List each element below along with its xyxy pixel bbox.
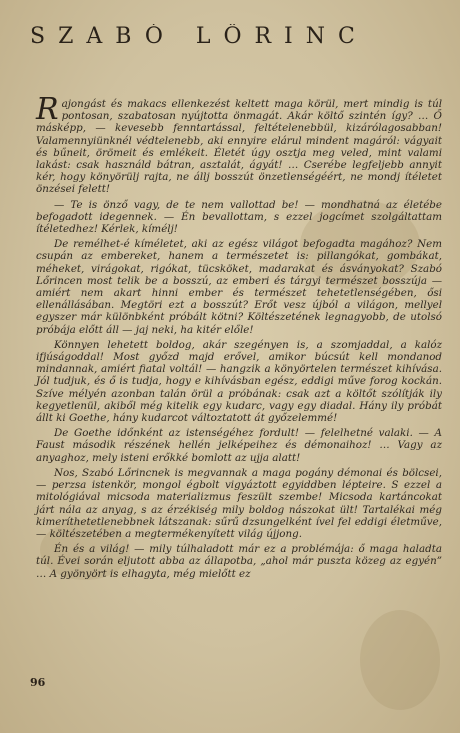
body-text: [36, 92, 442, 583]
paragraph: De Goethe időnként az istenségéhez fordult! — felelhetné valaki. — A Faust második részének hellén jelképeihez és démonaihoz! … Vagy az anyaghoz, mely isteni erőkké bomlott az ujja alatt!: [36, 427, 442, 464]
paragraph: — Te is önző vagy, de te nem vallottad be! — mondhatná az életébe befogadott idegennek. — Én bevallottam, s ezzel jogcímet szolgáltattam ítéletedhez! Kérlek, kímélj!: [36, 198, 442, 236]
page-number: 96: [30, 676, 46, 689]
paragraph: De remélhet-é kíméletet, aki az egész világot befogadta magához? Nem csupán az embereket, hanem a természetet is: pillangókat, gombákat, méheket, virágokat, rigókat, tücsköket, madarakat és ásványokat? Szabó Lőrincen most telik be a bosszú, az emberi és tárgyi természet bosszúja — amiért nem akart hinni ember és természet tehetetlenségében, ősi ellenállásában. Megtöri ezt a bosszút? Erőt vesz újból a világon, mellyel egyszer már különbként próbált kötni? Költészetének legnagyobb, de utolsó próbája előtt áll — jaj neki, ha kitér előle!: [36, 238, 442, 336]
paragraph: Nos, Szabó Lőrincnek is megvannak a maga pogány démonai és bölcsei, — perzsa istenkör, mongol égbolt vigyáztott egyiddben lépteire. S ezzel a mitológiával micsoda materializmus feszült szembe! Micsoda kartáncokat járt nála az anyag, s az érzékiség mily boldog nászokat ült! Tartalékai még kimeríthetetlenebbnek látszanak: sűrű dzsungelként ível fel eddigi életműve, — költészetében a megtermékenyített világ újjong.: [36, 466, 442, 540]
paragraph: Könnyen lehetett boldog, akár szegényen is, a szomjaddal, a kalóz ifjúságoddal! Most győzd majd erővel, amikor búcsút kell mondanod mindannak, amiért fiatal voltál! — hangzik a könyörtelen természet kihívása. Jól tudjuk, és ő is tudja, hogy e kihívásban egész, eddigi műve forog kockán. Szíve mélyén azonban talán örül a próbának: csak azt a költőt szólítják ily kegyetlenül, akiből még kitelik egy kudarc, vagy egy diadal. Hány ily próbát állt ki Goethe, hány kudarcot változtatott át győzelemmé!: [36, 338, 442, 425]
paragraph: [36, 92, 442, 196]
paragraph-text: ajongást és makacs ellenkezést keltett maga körül, mert mindig is túl pontosan, szabatosan nyújtotta önmagát. Akár költő szintén így? … Ő másképp, — kevesebb fenntartással, feltételenebbül, kizárólagosabban! Valamennyiünknél védtelenebb, aki ennyire elárul mindent magáról: vágyait és bűneit, örömeit és emlékeit. Életét úgy osztja meg veled, mint valami lakást: csak használd bátran, asztalát, ágyát! … Cserébe legfeljebb annyit kér, hogy könyörülj rajta, ne állj bosszút önzetlenségéért, ne mondj ítéletet önzései felett!: [36, 98, 442, 196]
paper-stain: [360, 610, 440, 710]
paragraph: Én és a világ! — mily túlhaladott már ez a problémája: ő maga haladta túl. Évei során eljutott abba az állapotba, „ahol már puszta közeg az egyén” … A gyönyört is elhagyta, még mielőtt ez: [36, 543, 442, 580]
drop-cap: R: [36, 92, 59, 127]
running-header: SZABÓ LŐRINC: [30, 24, 368, 49]
